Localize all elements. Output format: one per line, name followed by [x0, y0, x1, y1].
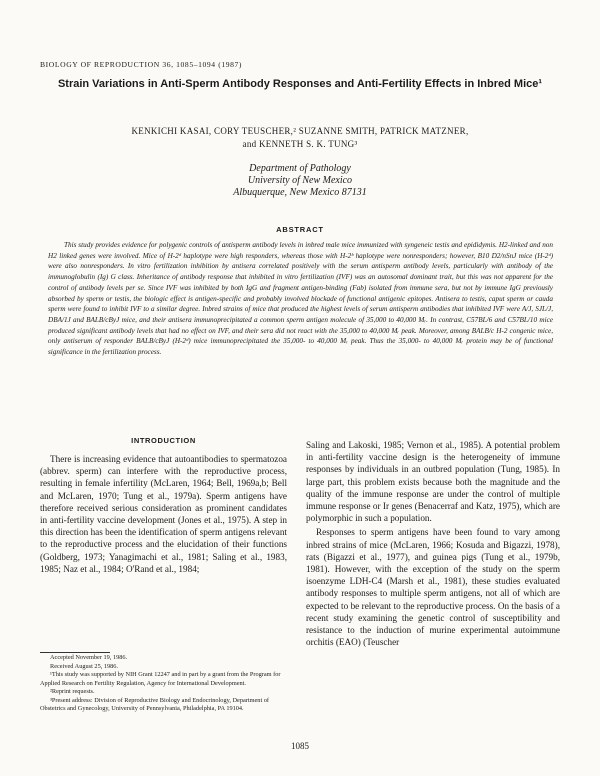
footnote-accepted: Accepted November 19, 1986. [50, 654, 128, 661]
author-list [40, 125, 560, 150]
introduction-column-left: There is increasing evidence that autoantibodies to spermatozoa (abbrev. sperm) can interfere with the reproductive process, resulting in female infertility (McLaren, 1964; Bell, 1969a,b; Bell and McLaren, 1970; Tung et al., 1979a). Sperm antigens have therefore received serious consideration as prominent candidates in anti-fertility vaccine development (Jones et al., 1975). A step in this direction has been the identification of sperm antigens relevant to the reproductive process and the elucidation of their functions (Goldberg, 1973; Yanagimachi et al., 1981; Saling et al., 1983, 1985; Naz et al., 1984; O'Rand et al., 1984; [40, 454, 287, 574]
abstract-text: This study provides evidence for polygenic controls of antisperm antibody levels in inbred male mice immunized with syngeneic testis and epididymis. H2-linked and non H2 linked genes were involved. Mice of H-2ᵈ haplotype were high responders, whereas those with H-2ᵇ haplotype were nonresponders; however, B10 D2/nSnJ mice (H-2ᵈ) were also nonresponders. In vitro fertilization inhibition by antisera correlated positively with the serum antisperm antibody levels, particularly with antibody of the immunoglobulin (Ig) G class. Inheritance of antibody response that inhibited in vitro fertilization (IVF) was an autosomal dominant trait, but this was not apparent for the control of antibody levels per se. Since IVF was inhibited by both IgG and fragment antigen-binding (Fab) isolated from immune sera, but not by immune IgG previously absorbed by sperm or testis, the biologic effect is antigen-specific and probably involved blockade of functional antigenic epitopes. Antisera to testis, caput sperm or cauda sperm were found to inhibit IVF to a similar degree. Inbred strains of mice that produced the highest levels of serum antisperm antibodies that inhibited IVF were A/J, SJL/J, DBA/1J and BALB/cByJ mice, and their antisera immunoprecipitated a common sperm antigen molecule of 35,000 to 40,000 Mᵣ. In contrast, C57BL/6 and C57BL/10 mice produced significant antibody levels that had no effect on IVF, and their sera did not react with the 35,000 to 40,000 Mᵣ peak. Moreover, among BALB/c H-2 congenic mice, only antiserum of responder BALB/cByJ (H-2ᵈ) mice immunoprecipitated the 35,000- to 40,000 Mᵣ peak. Thus the 35,000- to 40,000 Mᵣ protein may be of functional significance in the fertilization process. [48, 241, 553, 357]
introduction-heading: INTRODUCTION [131, 436, 196, 445]
footnote-divider [40, 652, 110, 653]
paper-title: Strain Variations in Anti-Sperm Antibody Responses and Anti-Fertility Effects in Inbred Mice¹ [57, 78, 543, 90]
footnote-received: Received August 25, 1986. [50, 662, 119, 670]
affiliation-department: Department of Pathology [249, 163, 351, 174]
affiliation-university: University of New Mexico [247, 175, 353, 187]
footnotes [40, 654, 287, 714]
affiliation-city: Albuquerque, New Mexico 87131 [233, 187, 367, 199]
affiliation [40, 163, 560, 200]
authors-line-2: and KENNETH S. K. TUNG³ [242, 138, 358, 149]
footnote-1: ¹This study was supported by NIH Grant 12247 and in part by a grant from the Program for Applied Research on Fertility Regulation, Agency for International Development. [40, 671, 281, 687]
footnote-3: ³Present address: Division of Reproductive Biology and Endocrinology, Department of Obstetrics and Gynecology, University of Pennsylvania, Philadelphia, PA 19104. [40, 696, 270, 712]
right-column-paragraph-1: Saling and Lakoski, 1985; Vernon et al., 1985). A potential problem in anti-fertility vaccine design is the heterogeneity of immune responses by individuals in an outbred population (Tung, 1985). In large part, this problem exists because both the magnitude and the quality of the immune response are under the control of multiple immune response or Ir genes (Benacerraf and Katz, 1975), which are polymorphic in such a population. [306, 440, 560, 524]
footnote-2: ²Reprint requests. [50, 688, 95, 695]
authors-line-1: KENKICHI KASAI, CORY TEUSCHER,² SUZANNE SMITH, PATRICK MATZNER, [131, 126, 469, 136]
page-number: 1085 [291, 741, 309, 751]
running-head: BIOLOGY OF REPRODUCTION 36, 1085–1094 (1987) [40, 60, 243, 69]
introduction-column-right [306, 439, 560, 648]
right-column-paragraph-2: Responses to sperm antigens have been found to vary among inbred strains of mice (McLaren, 1966; Kosuda and Bigazzi, 1978), rats (Bigazzi et al., 1977), and guinea pigs (Tung et al., 1979b, 1981). However, with the exception of the study on the sperm isoenzyme LDH-C4 (Marsh et al., 1981), these studies evaluated antibody responses to multiple sperm antigens, not all of which are expected to be relevant to the reproductive process. On the basis of a recent study examining the genetic control of susceptibility and resistance to the induction of murine experimental autoimmune orchitis (EAO) (Teuscher [306, 527, 560, 648]
abstract-heading: ABSTRACT [276, 225, 324, 234]
